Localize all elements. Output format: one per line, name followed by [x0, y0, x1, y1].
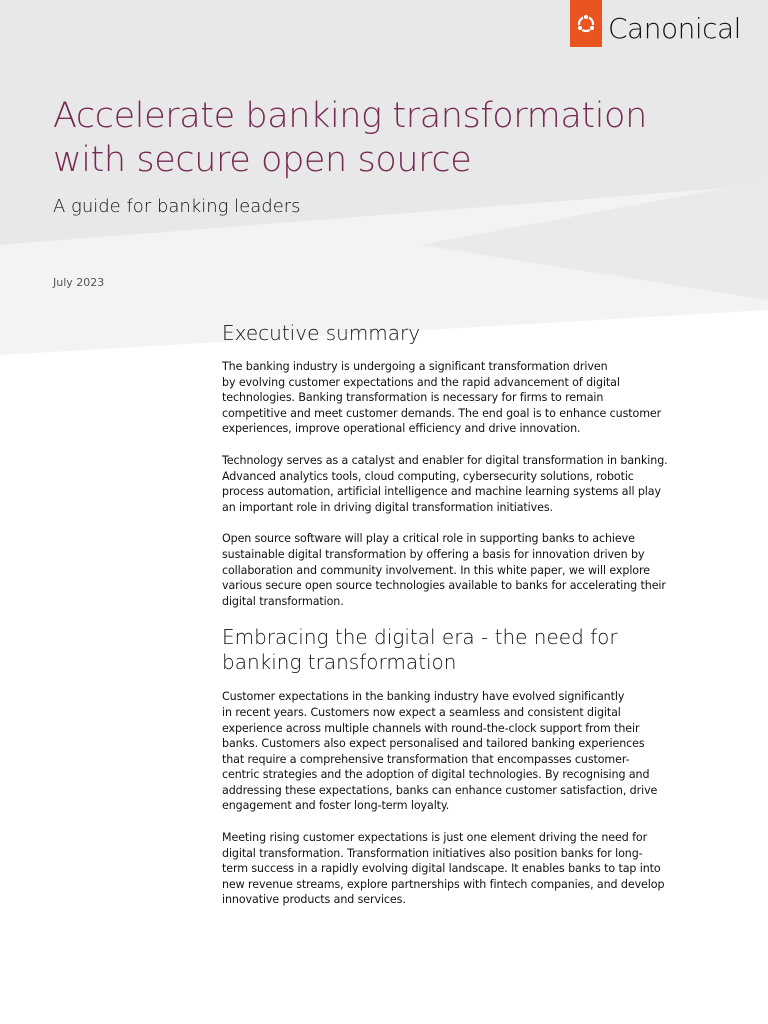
document-subtitle: A guide for banking leaders — [53, 196, 301, 217]
heading-line: Executive summary — [222, 321, 421, 345]
heading-line: Embracing the digital era - the need for — [222, 625, 618, 650]
text-line: competitive and meet customer demands. The end goal is to enhance customer — [222, 406, 662, 420]
text-line: innovative products and services. — [222, 893, 406, 907]
text-line: Meeting rising customer expectations is just one element driving the need for — [222, 831, 648, 845]
text-line: banks. Customers also expect personalised and tailored banking experiences — [222, 737, 645, 751]
text-line: technologies. Banking transformation is necessary for firms to remain — [222, 391, 604, 405]
paragraph — [222, 359, 696, 437]
text-line: digital transformation. — [222, 594, 344, 608]
text-line: that require a comprehensive transformation that encompasses customer- — [222, 752, 630, 766]
text-line: collaboration and community involvement. In this white paper, we will explore — [222, 563, 650, 577]
text-line: by evolving customer expectations and the rapid advancement of digital — [222, 375, 620, 389]
text-line: engagement and foster long-term loyalty. — [222, 799, 450, 813]
paragraph — [222, 689, 696, 814]
title-line: Accelerate banking transformation — [53, 96, 647, 136]
text-line: new revenue streams, explore partnerships with fintech companies, and develop — [222, 877, 665, 891]
text-line: Customer expectations in the banking industry have evolved significantly — [222, 690, 625, 704]
section-heading-executive-summary — [222, 321, 696, 346]
publication-date: July 2023 — [53, 276, 105, 289]
section-heading-digital-era — [222, 625, 696, 675]
text-line: Advanced analytics tools, cloud computing, cybersecurity solutions, robotic — [222, 469, 634, 483]
text-line: experiences, improve operational efficiency and drive innovation. — [222, 422, 581, 436]
heading-line: banking transformation — [222, 650, 457, 675]
text-line: experience across multiple channels with round-the-clock support from their — [222, 721, 640, 735]
canonical-circle-of-friends-icon — [575, 13, 597, 35]
document-title — [53, 94, 733, 182]
paragraph — [222, 453, 696, 515]
text-line: sustainable digital transformation by offering a basis for innovation driven by — [222, 547, 645, 561]
paragraph — [222, 830, 696, 908]
canonical-logo-box — [570, 0, 602, 47]
text-line: Technology serves as a catalyst and enabler for digital transformation in banking. — [222, 453, 668, 467]
text-line: Open source software will play a critical role in supporting banks to achieve — [222, 532, 635, 546]
text-line: an important role in driving digital transformation initiatives. — [222, 500, 553, 514]
text-line: in recent years. Customers now expect a seamless and consistent digital — [222, 705, 621, 719]
text-line: process automation, artificial intelligence and machine learning systems all play — [222, 485, 661, 499]
text-line: digital transformation. Transformation initiatives also position banks for long- — [222, 846, 643, 860]
paragraph — [222, 531, 696, 609]
text-line: various secure open source technologies available to banks for accelerating their — [222, 579, 666, 593]
brand-name: Canonical — [608, 12, 741, 45]
text-line: addressing these expectations, banks can enhance customer satisfaction, drive — [222, 783, 658, 797]
text-line: centric strategies and the adoption of digital technologies. By recognising and — [222, 768, 650, 782]
document-body — [222, 321, 696, 908]
title-line: with secure open source — [53, 140, 472, 180]
text-line: The banking industry is undergoing a significant transformation driven — [222, 360, 608, 373]
text-line: term success in a rapidly evolving digital landscape. It enables banks to tap into — [222, 862, 661, 876]
